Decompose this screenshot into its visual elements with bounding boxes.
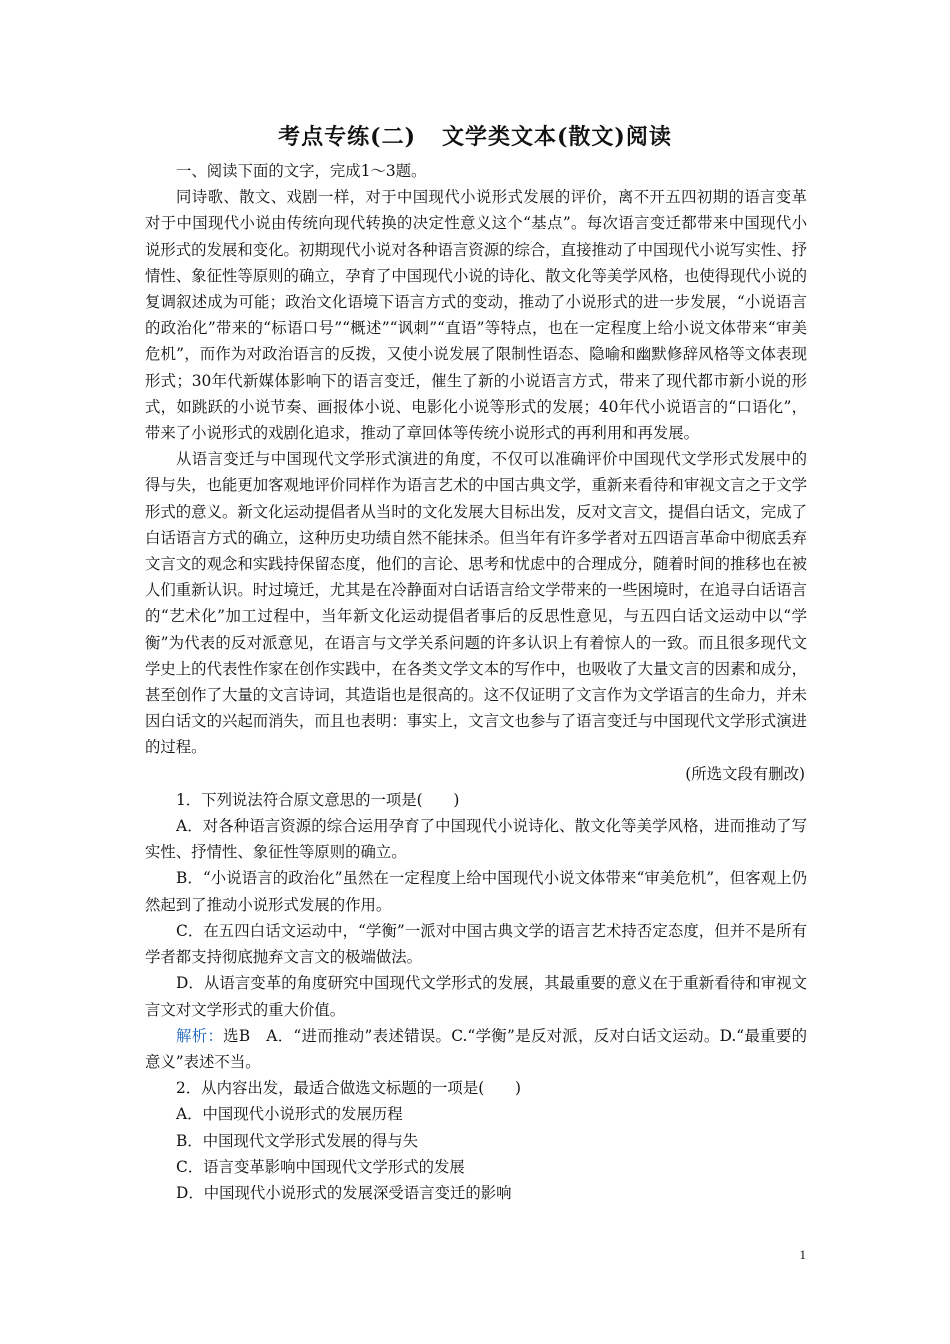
document-body bbox=[145, 158, 807, 1206]
instruction: 一、阅读下面的文字，完成1～3题。 bbox=[176, 162, 427, 180]
question-2-option-b: B．中国现代文学形式发展的得与失 bbox=[176, 1131, 419, 1150]
question-2-option-c: C．语言变革影响中国现代文学形式的发展 bbox=[176, 1157, 465, 1176]
source-note: (所选文段有删改) bbox=[685, 764, 805, 783]
question-1-stem: 1．下列说法符合原文意思的一项是( ) bbox=[176, 790, 460, 809]
analysis-text: 选B A．“进而推动”表述错误。C.“学衡”是反对派，反对白话文运动。D.“最重要的意义”表述不当。 bbox=[145, 1026, 807, 1071]
question-2-option-a: A．中国现代小说形式的发展历程 bbox=[176, 1105, 403, 1124]
question-1-option-a: A．对各种语言资源的综合运用孕育了中国现代小说诗化、散文化等美学风格，进而推动了写实性、抒情性、象征性等原则的确立。 bbox=[145, 817, 807, 862]
title-part-1: 考点专练(二) bbox=[278, 124, 416, 150]
page-title bbox=[0, 120, 950, 151]
question-1-option-d: D．从语言变革的角度研究中国现代文学形式的发展，其最重要的意义在于重新看待和审视文言文对文学形式的重大价值。 bbox=[145, 974, 807, 1019]
question-1-analysis bbox=[145, 1023, 807, 1075]
question-2-option-d: D．中国现代小说形式的发展深受语言变迁的影响 bbox=[176, 1183, 512, 1202]
question-1-option-c: C．在五四白话文运动中，“学衡”一派对中国古典文学的语言艺术持否定态度，但并不是所有学者都支持彻底抛弃文言文的极端做法。 bbox=[145, 921, 807, 967]
question-1-option-b: B．“小说语言的政治化”虽然在一定程度上给中国现代小说文体带来“审美危机”，但客观上仍然起到了推动小说形式发展的作用。 bbox=[145, 869, 807, 914]
passage-paragraph-2: 从语言变迁与中国现代文学形式演进的角度，不仅可以准确评价中国现代文学形式发展中的得与失，也能更加客观地评价同样作为语言艺术的中国古典文学，重新来看待和审视文言之于文学形式的意义。新文化运动提倡者从当时的文化发展大目标出发，反对文言文，提倡白话文，完成了白话语言方式的确立，这种历史功绩自然不能抹杀。但当年有许多学者对五四语言革命中彻底丢弃文言文的观念和实践持保留态度，他们的言论、思考和忧虑中的合理成分，随着时间的推移也在被人们重新认识。时过境迁，尤其是在冷静面对白话语言给文学带来的一些困境时，在追寻白话语言的“艺术化”加工过程中，当年新文化运动提倡者事后的反思性意见，与五四白话文运动中以“学衡”为代表的反对派意见，在语言与文学关系问题的许多认识上有着惊人的一致。而且很多现代文学史上的代表性作家在创作实践中，在各类文学文本的写作中，也吸收了大量文言的因素和成分，甚至创作了大量的文言诗词，其造诣也是很高的。这不仅证明了文言作为文学语言的生命力，并未因白话文的兴起而消失，而且也表明：事实上，文言文也参与了语言变迁与中国现代文学形式演进的过程。 bbox=[145, 450, 807, 757]
question-2-stem: 2．从内容出发，最适合做选文标题的一项是( ) bbox=[176, 1079, 522, 1098]
page-number: 1 bbox=[799, 1247, 806, 1262]
title-part-2: 文学类文本(散文)阅读 bbox=[442, 124, 672, 150]
analysis-label: 解析： bbox=[176, 1026, 224, 1045]
passage-paragraph-1: 同诗歌、散文、戏剧一样，对于中国现代小说形式发展的评价，离不开五四初期的语言变革对于中国现代小说由传统向现代转换的决定性意义这个“基点”。每次语言变迁都带来中国现代小说形式的发展和变化。初期现代小说对各种语言资源的综合，直接推动了中国现代小说写实性、抒情性、象征性等原则的确立，孕育了中国现代小说的诗化、散文化等美学风格，也使得现代小说的复调叙述成为可能；政治文化语境下语言方式的变动，推动了小说形式的进一步发展，“小说语言的政治化”带来的“标语口号”“概述”“讽刺”“直语”等特点，也在一定程度上给小说文体带来“审美危机”，而作为对政治语言的反拨，又使小说发展了限制性语态、隐喻和幽默修辞风格等文体表现形式；30年代新媒体影响下的语言变迁，催生了新的小说语言方式，带来了现代都市新小说的形式，如跳跃的小说节奏、画报体小说、电影化小说等形式的发展；40年代小说语言的“口语化”，带来了小说形式的戏剧化追求，推动了章回体等传统小说形式的再利用和再发展。 bbox=[145, 188, 807, 443]
